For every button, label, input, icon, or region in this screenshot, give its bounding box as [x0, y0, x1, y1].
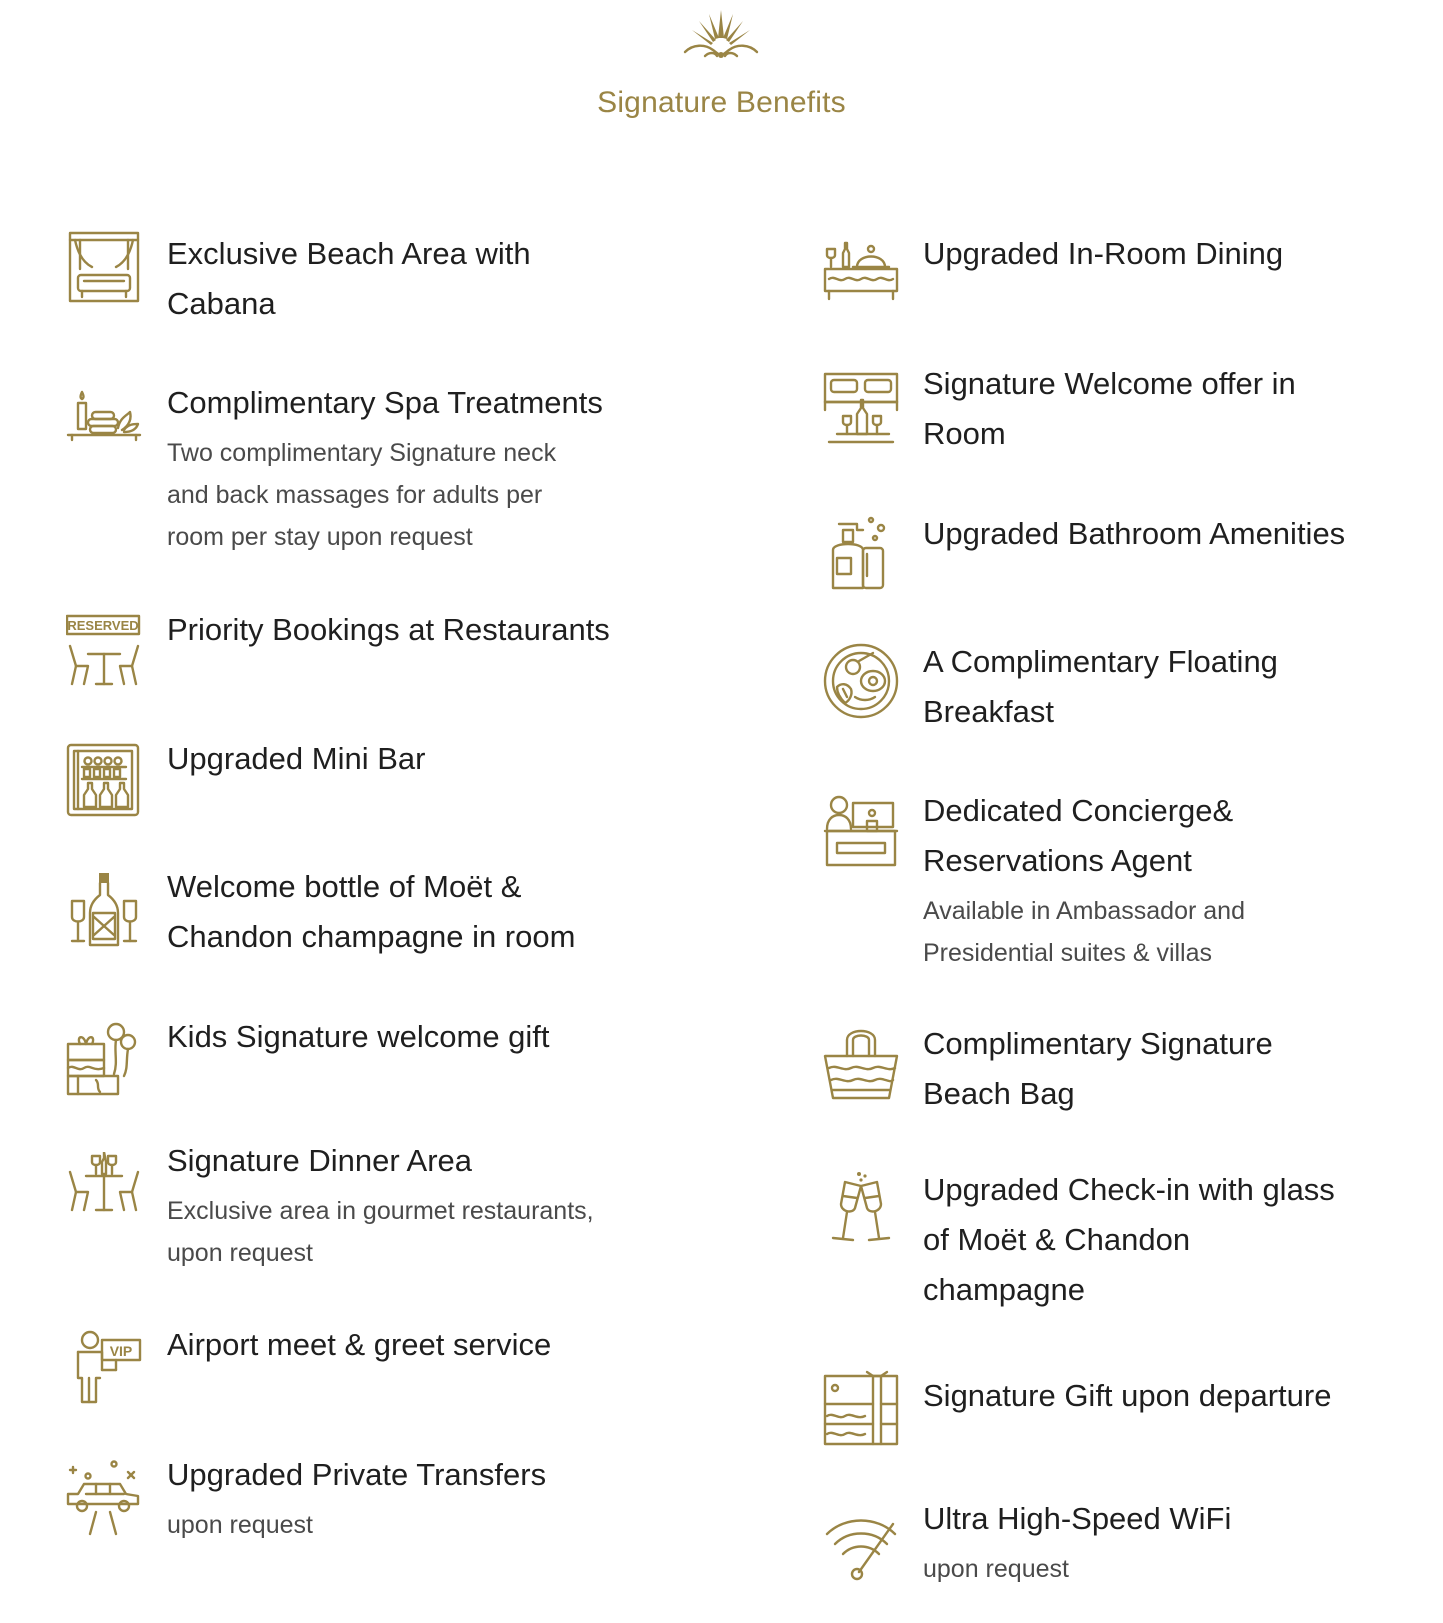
- benefit-title: Priority Bookings at Restaurants: [167, 612, 610, 647]
- reserved-table-icon: [66, 614, 142, 690]
- benefit-title-line: Cabana: [167, 286, 276, 321]
- benefit-description-line: upon request: [167, 1239, 313, 1267]
- benefit-title: Signature Dinner Area: [167, 1143, 473, 1178]
- benefit-title: Ultra High-Speed WiFi: [923, 1501, 1232, 1536]
- benefit-title: Kids Signature welcome gift: [167, 1019, 550, 1054]
- kids-gift-icon: [66, 1022, 142, 1098]
- beach-bag-icon: [823, 1026, 899, 1102]
- benefit-title-line: Complimentary Signature: [923, 1026, 1273, 1061]
- benefit-title: Complimentary Spa Treatments: [167, 385, 603, 420]
- benefit-description-line: and back massages for adults per: [167, 481, 543, 509]
- benefit-title-line: Chandon champagne in room: [167, 919, 576, 954]
- bed-wine-icon: [823, 372, 899, 448]
- wifi-icon: [823, 1510, 899, 1586]
- benefit-description-line: Available in Ambassador and: [923, 897, 1245, 925]
- champagne-bottle-icon: [66, 873, 142, 949]
- dinner-table-icon: [66, 1152, 142, 1228]
- vip-greeter-icon: [66, 1330, 142, 1406]
- mini-bar-icon: [66, 743, 142, 819]
- benefit-title-line: Welcome bottle of Moët &: [167, 869, 522, 904]
- bathroom-amenities-icon: [823, 516, 899, 592]
- benefit-description-line: Exclusive area in gourmet restaurants,: [167, 1197, 594, 1225]
- cabana-icon: [66, 229, 142, 305]
- benefit-title: Upgraded In-Room Dining: [923, 236, 1284, 271]
- benefit-title-line: Dedicated Concierge&: [923, 793, 1234, 828]
- concierge-desk-icon: [823, 793, 899, 869]
- benefit-description-line: room per stay upon request: [167, 523, 473, 551]
- benefit-title-line: Signature Welcome offer in: [923, 366, 1296, 401]
- benefit-description-line: upon request: [167, 1511, 313, 1539]
- benefit-description-line: upon request: [923, 1555, 1069, 1583]
- benefit-title: Upgraded Bathroom Amenities: [923, 516, 1346, 551]
- benefit-title-line: champagne: [923, 1272, 1086, 1307]
- champagne-toast-icon: [823, 1172, 899, 1248]
- benefit-title-line: of Moët & Chandon: [923, 1222, 1191, 1257]
- benefit-title-line: Reservations Agent: [923, 843, 1192, 878]
- benefit-title: Upgraded Mini Bar: [167, 741, 426, 776]
- floating-breakfast-icon: [823, 643, 899, 719]
- benefit-title-line: Breakfast: [923, 694, 1054, 729]
- benefit-title-line: Upgraded Check-in with glass: [923, 1172, 1335, 1207]
- palm-fan-ornament-icon: [679, 8, 763, 62]
- svg-text:RESERVED: RESERVED: [67, 618, 139, 633]
- spa-treatment-icon: [66, 388, 142, 464]
- limousine-icon: [66, 1460, 142, 1536]
- benefit-title: Upgraded Private Transfers: [167, 1457, 547, 1492]
- benefit-description-line: Presidential suites & villas: [923, 939, 1213, 967]
- benefit-title-line: Beach Bag: [923, 1076, 1075, 1111]
- gift-box-icon: [823, 1370, 899, 1446]
- page-title: Signature Benefits: [597, 86, 846, 119]
- benefit-title-line: A Complimentary Floating: [923, 644, 1278, 679]
- benefit-title: Signature Gift upon departure: [923, 1378, 1332, 1413]
- benefit-title-line: Exclusive Beach Area with: [167, 236, 531, 271]
- svg-text:VIP: VIP: [109, 1343, 133, 1359]
- room-service-icon: [823, 235, 899, 311]
- benefit-description-line: Two complimentary Signature neck: [167, 439, 557, 467]
- benefit-title-line: Room: [923, 416, 1006, 451]
- benefit-title: Airport meet & greet service: [167, 1327, 552, 1362]
